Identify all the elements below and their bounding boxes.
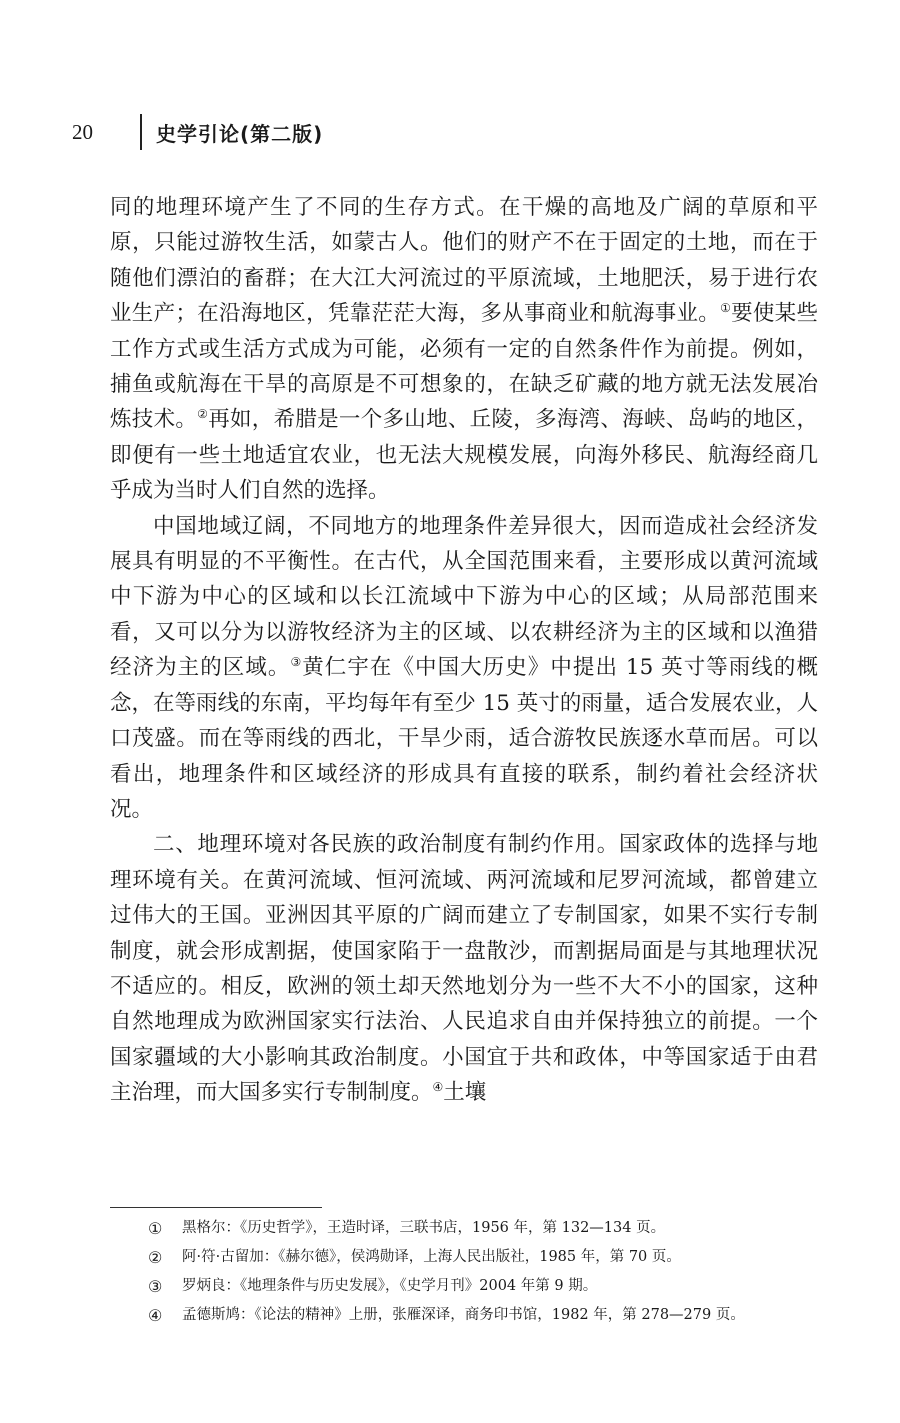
running-title: 史学引论(第二版): [156, 121, 324, 146]
header-divider: [140, 114, 142, 150]
footnote-2: [148, 1243, 848, 1272]
paragraph-2-text-b: 黄仁宇在《中国大历史》中提出 15 英寸等雨线的概念，在等雨线的东南，平均每年有至少 15 英寸的雨量，适合发展农业，人口茂盛。而在等雨线的西北，干旱少雨，适合游牧民族逐水草而居。可以看出，地理条件和区域经济的形成具有直接的联系，制约着社会经济状况。: [110, 655, 818, 822]
footnote-text: 黑格尔：《历史哲学》，王造时译，三联书店，1956 年，第 132—134 页。: [182, 1220, 666, 1236]
footnote-number: ③: [148, 1277, 163, 1296]
footnote-4: [148, 1301, 848, 1330]
body-text: [110, 190, 818, 1111]
footnote-ref-2: ②: [197, 407, 209, 422]
paragraph-3-text-b: 土壤: [443, 1080, 487, 1106]
page-number: 20: [72, 119, 93, 144]
footnote-text: 阿·符·古留加：《赫尔德》，侯鸿勋译，上海人民出版社，1985 年，第 70 页。: [182, 1249, 681, 1265]
footnote-ref-3: ③: [290, 655, 303, 670]
footnote-divider: [110, 1207, 322, 1208]
paragraph-2-text-a: 中国地域辽阔，不同地方的地理条件差异很大，因而造成社会经济发展具有明显的不平衡性。在古代，从全国范围来看，主要形成以黄河流域中下游为中心的区域和以长江流域中下游为中心的区域；从局部范围来看，又可以分为以游牧经济为主的区域、以农耕经济为主的区域和以渔猎经济为主的区域。: [110, 513, 818, 681]
paragraph-1-text-b: 要使某些工作方式或生活方式成为可能，必须有一定的自然条件作为前提。例如，捕鱼或航海在干旱的高原是不可想象的，在缺乏矿藏的地方就无法发展冶炼技术。: [110, 301, 818, 433]
paragraph-2: [110, 509, 818, 828]
footnote-number: ④: [148, 1306, 163, 1325]
paragraph-1-text-c: 再如，希腊是一个多山地、丘陵，多海湾、海峡、岛屿的地区，即便有一些土地适宜农业，也无法大规模发展，向海外移民、航海经商几乎成为当时人们自然的选择。: [110, 407, 818, 504]
footnote-number: ②: [148, 1248, 163, 1267]
footnote-ref-4: ④: [432, 1080, 444, 1094]
footnote-3: [148, 1272, 848, 1301]
paragraph-1-text-a: 同的地理环境产生了不同的生存方式。在干燥的高地及广阔的草原和平原，只能过游牧生活，如蒙古人。他们的财产不在于固定的土地，而在于随他们漂泊的畜群；在大江大河流过的平原流域，土地肥沃，易于进行农业生产；在沿海地区，凭靠茫茫大海，多从事商业和航海事业。: [110, 195, 818, 327]
page-header: [72, 112, 323, 152]
paragraph-3: [110, 827, 818, 1110]
paragraph-1: [110, 190, 818, 509]
footnote-ref-1: ①: [720, 301, 732, 316]
paragraph-3-text-a: 二、地理环境对各民族的政治制度有制约作用。国家政体的选择与地理环境有关。在黄河流域、恒河流域、两河流域和尼罗河流域，都曾建立过伟大的王国。亚洲因其平原的广阔而建立了专制国家，如果不实行专制制度，就会形成割据，使国家陷于一盘散沙，而割据局面是与其地理状况不适应的。相反，欧洲的领土却天然地划分为一些不大不小的国家，这种自然地理成为欧洲国家实行法治、人民追求自由并保持独立的前提。一个国家疆域的大小影响其政治制度。小国宜于共和政体，中等国家适于由君主治理，而大国多实行专制制度。: [110, 832, 818, 1106]
footnote-text: 罗炳良：《地理条件与历史发展》，《史学月刊》2004 年第 9 期。: [182, 1278, 598, 1294]
footnote-number: ①: [148, 1219, 163, 1238]
footnotes: [148, 1214, 848, 1330]
footnote-text: 孟德斯鸠：《论法的精神》上册，张雁深译，商务印书馆，1982 年，第 278—279 页。: [182, 1307, 745, 1323]
footnote-1: [148, 1214, 848, 1243]
